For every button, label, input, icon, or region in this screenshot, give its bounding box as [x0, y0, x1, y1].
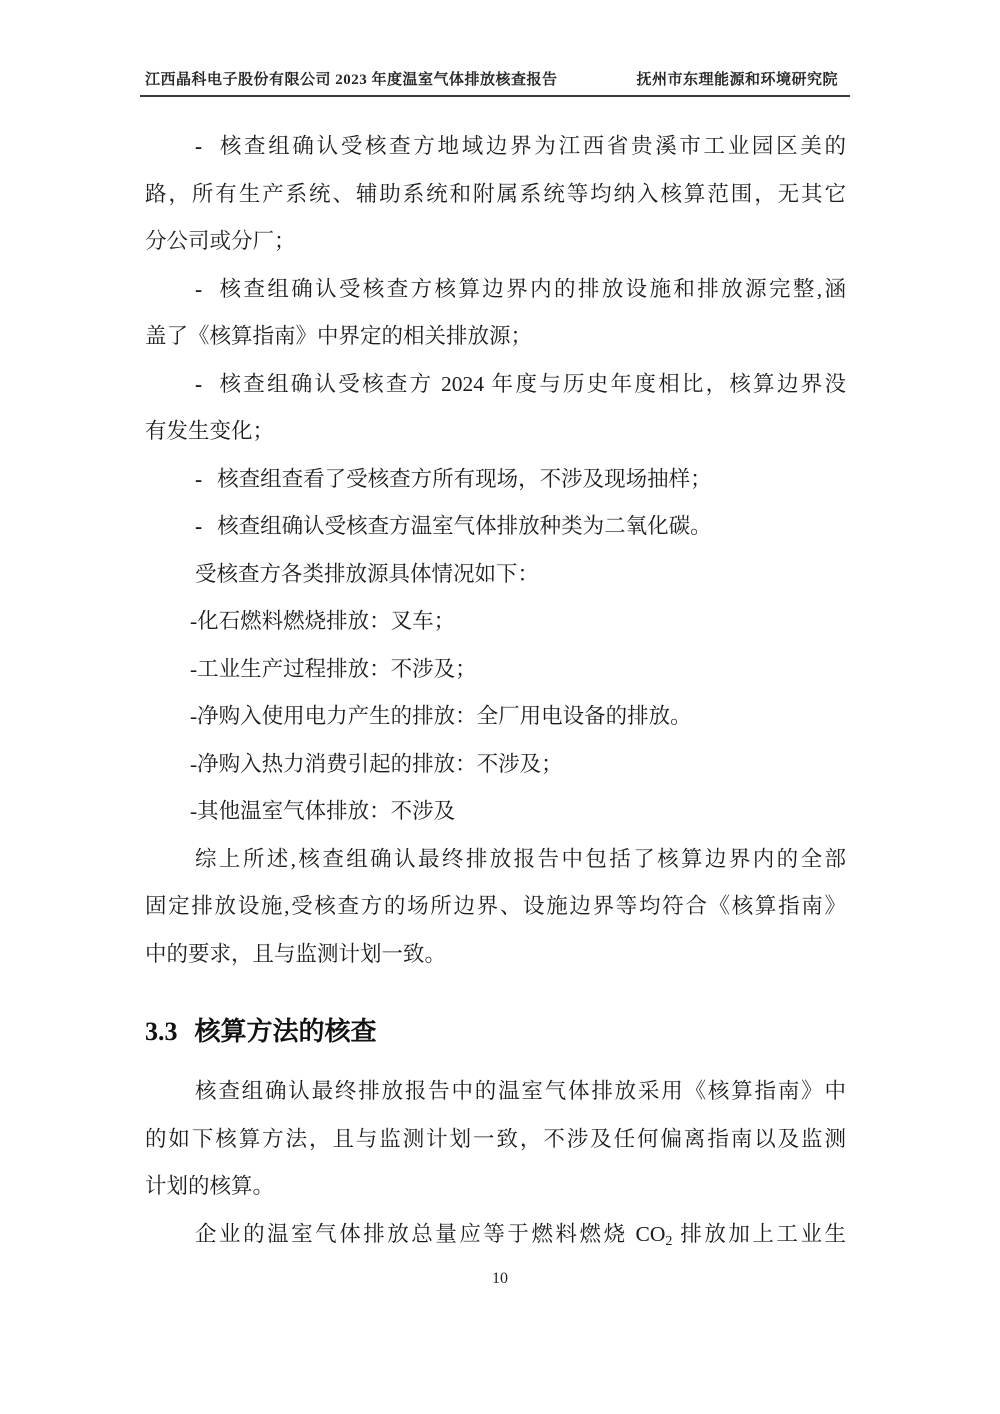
text-line — [145, 1116, 846, 1164]
emission-source-item — [145, 598, 846, 646]
header-left-text: 江西晶科电子股份有限公司 2023 年度温室气体排放核查报告 — [145, 72, 558, 88]
text-line — [145, 1068, 846, 1116]
line-text: 核查组确认最终排放报告中的温室气体排放采用《核算指南》中 — [195, 1079, 846, 1103]
text-line — [145, 266, 846, 314]
line-text: -工业生产过程排放：不涉及； — [190, 656, 477, 681]
text-line — [145, 883, 846, 931]
line-text: -净购入热力消费引起的排放：不涉及； — [190, 751, 563, 776]
bullet-dash: - — [195, 371, 203, 396]
text-line — [145, 931, 846, 979]
text-line — [145, 456, 846, 504]
line-text: 企业的温室气体排放总量应等于燃料燃烧 CO — [195, 1221, 666, 1246]
text-line — [145, 123, 846, 171]
emission-source-item — [145, 741, 846, 789]
section-title: 核算方法的核查 — [194, 1017, 377, 1046]
line-text: 排放加上工业生 — [672, 1221, 846, 1246]
section-number: 3.3 — [145, 1017, 178, 1046]
text-line — [145, 171, 846, 219]
text-line — [145, 836, 846, 884]
text-line — [145, 361, 846, 409]
page-header — [145, 68, 838, 89]
bullet-dash: - — [195, 466, 203, 491]
document-body — [145, 123, 846, 1258]
bullet-dash: - — [195, 514, 203, 538]
line-text: -化石燃料燃烧排放：叉车； — [190, 609, 456, 633]
text-line — [145, 408, 846, 456]
text-line — [145, 313, 846, 361]
line-text: 核查组查看了受核查方所有现场，不涉及现场抽样； — [217, 466, 712, 491]
bullet-dash: - — [195, 276, 203, 301]
line-text: -其他温室气体排放：不涉及 — [190, 799, 456, 823]
line-text: 有发生变化； — [145, 419, 275, 443]
co2-subscript: 2 — [665, 1233, 673, 1249]
line-text: 路，所有生产系统、辅助系统和附属系统等均纳入核算范围，无其它 — [145, 181, 846, 206]
line-text: -净购入使用电力产生的排放：全厂用电设备的排放。 — [190, 704, 692, 728]
line-text: 盖了《核算指南》中界定的相关排放源； — [145, 324, 533, 348]
line-text: 的如下核算方法，且与监测计划一致，不涉及任何偏离指南以及监测 — [145, 1126, 846, 1151]
line-text: 固定排放设施,受核查方的场所边界、设施边界等均符合《核算指南》 — [145, 894, 846, 918]
emission-source-item — [145, 646, 846, 694]
emission-source-item — [145, 693, 846, 741]
text-line — [145, 1163, 846, 1211]
page-number: 10 — [492, 1270, 508, 1287]
text-line — [145, 218, 846, 266]
line-text: 中的要求，且与监测计划一致。 — [145, 941, 447, 966]
bullet-dash: - — [195, 134, 203, 158]
line-text: 计划的核算。 — [145, 1174, 275, 1198]
header-rule — [140, 95, 850, 97]
line-text: 核查组确认受核查方地域边界为江西省贵溪市工业园区美的 — [217, 134, 846, 158]
line-text: 分公司或分厂； — [145, 229, 296, 253]
header-right-text: 抚州市东理能源和环境研究院 — [636, 72, 838, 88]
line-text: 核查组确认受核查方 2024 年度与历史年度相比，核算边界没 — [217, 371, 846, 396]
text-line — [145, 1211, 846, 1259]
line-text: 核查组确认受核查方温室气体排放种类为二氧化碳。 — [217, 514, 712, 538]
text-line — [145, 503, 846, 551]
text-line — [145, 551, 846, 599]
section-heading — [145, 1008, 846, 1056]
line-text: 受核查方各类排放源具体情况如下： — [195, 561, 540, 586]
line-text: 核查组确认受核查方核算边界内的排放设施和排放源完整,涵 — [217, 276, 846, 301]
line-text: 综上所述,核查组确认最终排放报告中包括了核算边界内的全部 — [195, 846, 846, 871]
emission-source-item — [145, 788, 846, 836]
